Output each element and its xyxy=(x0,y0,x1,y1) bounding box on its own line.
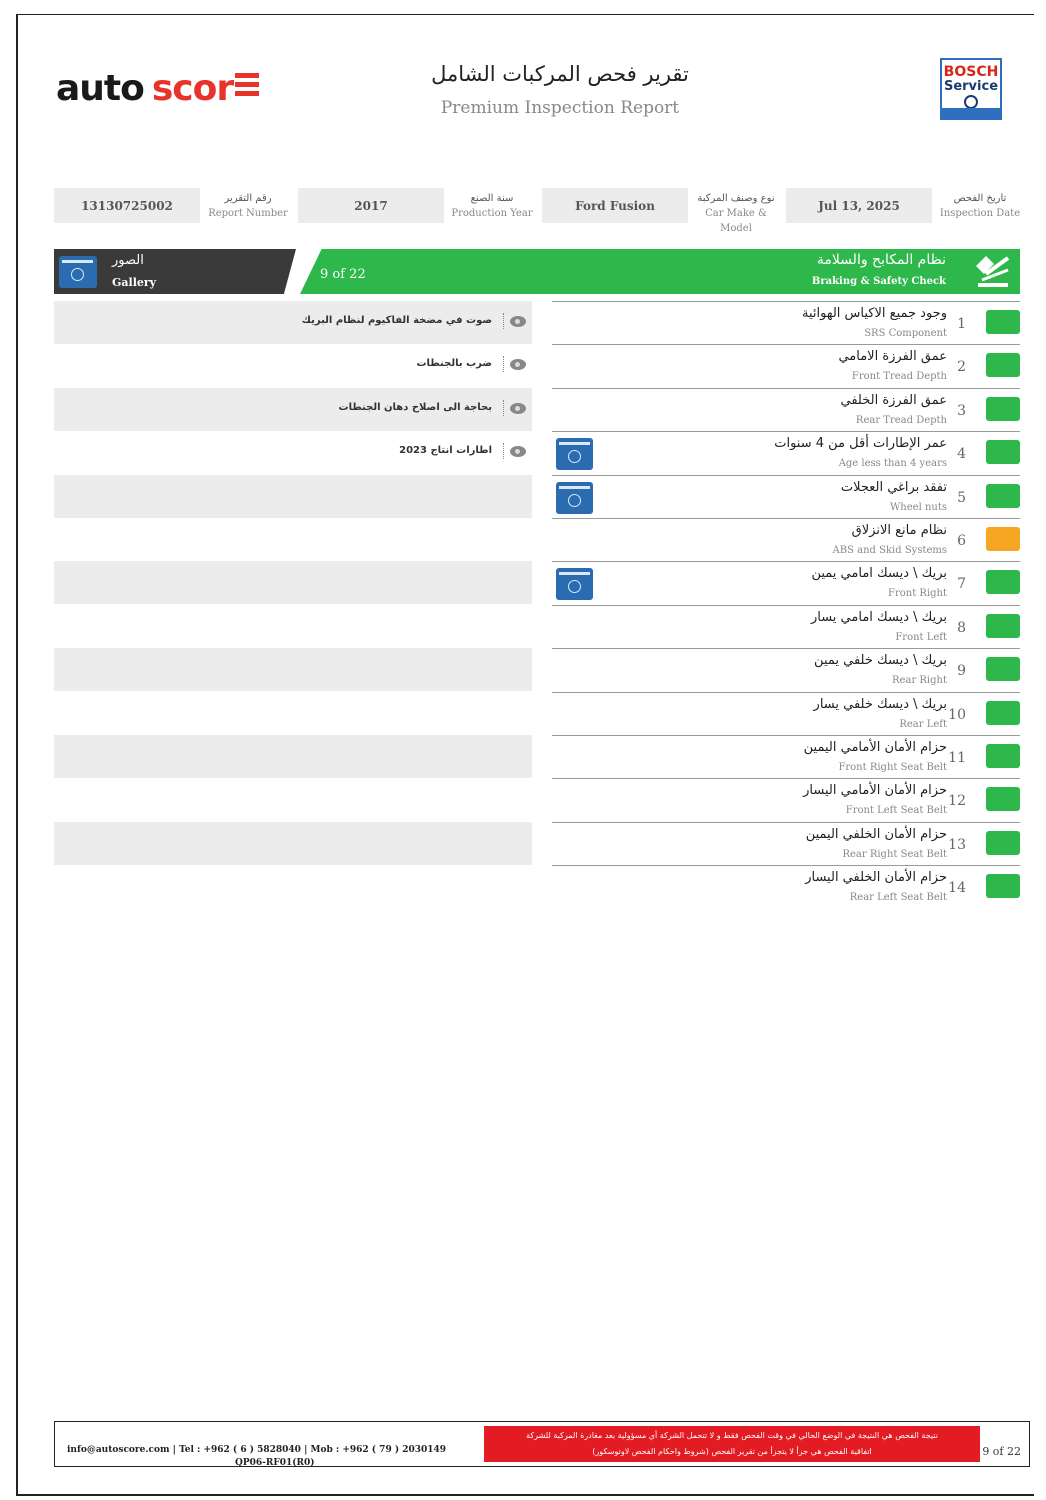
report-number-label: رقم التقرير Report Number xyxy=(208,193,288,219)
note-row xyxy=(54,778,532,821)
section-page-count: 9 of 22 xyxy=(320,267,366,282)
status-indicator xyxy=(986,831,1020,855)
car-model-value: Ford Fusion xyxy=(542,188,688,223)
check-label-en: Age less than 4 years xyxy=(838,458,947,470)
production-year-label: سنة الصنع Production Year xyxy=(451,193,533,219)
check-label-en: Front Right Seat Belt xyxy=(838,762,947,773)
check-number: 8 xyxy=(957,619,966,636)
note-row xyxy=(54,431,532,474)
check-label-ar: تفقد براغي العجلات xyxy=(840,479,947,495)
gallery-camera-icon[interactable] xyxy=(59,256,97,288)
logo-bars-icon xyxy=(235,73,259,100)
check-row xyxy=(552,822,1020,865)
status-indicator xyxy=(986,353,1020,377)
check-number: 2 xyxy=(957,359,966,376)
eye-icon[interactable] xyxy=(510,359,526,370)
eye-icon[interactable] xyxy=(510,403,526,414)
gallery-title-ar: الصور xyxy=(112,253,144,268)
status-indicator xyxy=(986,397,1020,421)
status-indicator xyxy=(986,527,1020,551)
status-indicator xyxy=(986,744,1020,768)
check-label-ar: نظام مانع الانزلاق xyxy=(851,523,947,538)
check-label-en: ABS and Skid Systems xyxy=(832,545,947,556)
check-number: 6 xyxy=(957,533,966,549)
note-row xyxy=(54,388,532,431)
check-label-ar: عمق الفرزة الخلفي xyxy=(840,392,947,408)
check-row xyxy=(552,605,1020,648)
logo-text-auto: auto xyxy=(56,68,144,109)
check-row xyxy=(552,648,1020,691)
section-title-ar: نظام المكابح والسلامة xyxy=(816,252,946,268)
check-label-en: Rear Right xyxy=(892,675,947,687)
check-row xyxy=(552,865,1020,908)
car-model-label: نوع وصنف المركبة Car Make & Model xyxy=(697,193,775,234)
check-number: 13 xyxy=(948,836,966,853)
check-number: 7 xyxy=(957,576,966,593)
check-label-ar: حزام الأمان الأمامي اليمين xyxy=(803,740,947,755)
footer-contact: info@autoscore.com | Tel : +962 ( 6 ) 5828040 | Mob : +962 ( 79 ) 2030149 xyxy=(67,1445,447,1455)
check-label-ar: بريك \ ديسك امامي يمين xyxy=(811,566,947,582)
note-row xyxy=(54,735,532,778)
check-label-en: Wheel nuts xyxy=(890,501,947,513)
footer-form-code: QP06-RF01(R0) xyxy=(235,1458,315,1468)
status-indicator xyxy=(986,701,1020,725)
check-number: 5 xyxy=(957,489,966,506)
check-label-en: Rear Left Seat Belt xyxy=(849,892,947,904)
report-title-ar: تقرير فحص المركبات الشامل xyxy=(431,62,689,86)
check-label-en: Rear Right Seat Belt xyxy=(842,848,947,860)
status-indicator xyxy=(986,310,1020,334)
status-indicator xyxy=(986,440,1020,464)
check-label-ar: حزام الأمان الخلفي اليمين xyxy=(805,826,947,842)
status-indicator xyxy=(986,614,1020,638)
bosch-emblem-icon xyxy=(964,95,978,109)
autoscore-logo xyxy=(56,68,259,110)
note-text: ضرب بالجنطات xyxy=(416,358,492,370)
check-row xyxy=(552,344,1020,387)
photo-camera-icon[interactable] xyxy=(556,568,593,600)
check-label-ar: وجود جميع الاكياس الهوائية xyxy=(802,306,947,321)
inspection-date-value: Jul 13, 2025 xyxy=(786,188,932,223)
check-number: 3 xyxy=(957,402,966,419)
note-row xyxy=(54,475,532,518)
status-indicator xyxy=(986,484,1020,508)
note-row xyxy=(54,344,532,387)
check-row xyxy=(552,735,1020,778)
note-row xyxy=(54,822,532,865)
check-label-ar: بريك \ ديسك خلفي يسار xyxy=(813,696,947,712)
check-row xyxy=(552,475,1020,518)
note-row xyxy=(54,692,532,735)
check-number: 10 xyxy=(948,706,966,723)
check-row xyxy=(552,388,1020,431)
footer-disclaimer: نتيجة الفحص هي النتيجة في الوضع الحالي في وقت الفحص فقط و لا تتحمل الشركة أي مسؤولية بعد مغادرة المركبة للشركة اتفاقية الفحص هي جزأ لا يتجزأ من تقرير الفحص (شروط واحكام الفحص لاوتوسكور) xyxy=(484,1426,980,1462)
check-label-en: Front Left xyxy=(895,631,947,643)
check-label-ar: عمق الفرزة الامامي xyxy=(838,349,947,365)
check-row xyxy=(552,692,1020,735)
check-label-ar: بريك \ ديسك خلفي يمين xyxy=(814,653,947,669)
note-row xyxy=(54,518,532,561)
check-number: 12 xyxy=(948,793,966,810)
check-label-en: Rear Tread Depth xyxy=(855,414,947,426)
section-title-en: Braking & Safety Check xyxy=(811,276,946,287)
note-row xyxy=(54,561,532,604)
check-number: 14 xyxy=(948,880,966,897)
brake-check-icon xyxy=(972,252,1012,290)
status-indicator xyxy=(986,874,1020,898)
check-number: 9 xyxy=(957,663,966,680)
photo-camera-icon[interactable] xyxy=(556,482,593,514)
photo-camera-icon[interactable] xyxy=(556,438,593,470)
status-indicator xyxy=(986,570,1020,594)
eye-icon[interactable] xyxy=(510,316,526,327)
status-indicator xyxy=(986,657,1020,681)
check-label-en: SRS Component xyxy=(864,328,947,339)
check-row xyxy=(552,518,1020,561)
check-label-ar: حزام الأمان الأمامي اليسار xyxy=(803,783,947,799)
check-number: 1 xyxy=(957,316,966,332)
gallery-title-en: Gallery xyxy=(112,276,157,289)
check-number: 11 xyxy=(948,750,966,766)
check-row xyxy=(552,561,1020,604)
note-text: بحاجة الى اصلاح دهان الجنطات xyxy=(338,401,492,413)
report-title-en: Premium Inspection Report xyxy=(440,98,680,118)
eye-icon[interactable] xyxy=(510,446,526,457)
check-label-en: Rear Left xyxy=(899,718,947,730)
note-row xyxy=(54,301,532,344)
logo-text-score: scor xyxy=(151,68,234,109)
note-row xyxy=(54,648,532,691)
check-label-ar: عمر الإطارات أقل من 4 سنوات xyxy=(774,436,947,452)
check-label-en: Front Right xyxy=(888,588,947,600)
check-row xyxy=(552,431,1020,474)
note-row xyxy=(54,605,532,648)
check-label-ar: بريك \ ديسك امامي يسار xyxy=(810,609,947,625)
status-indicator xyxy=(986,787,1020,811)
bosch-service-logo: BOSCH Service xyxy=(940,58,1002,120)
footer-page-number: 9 of 22 xyxy=(982,1445,1021,1458)
inspection-date-label: تاريخ الفحص Inspection Date xyxy=(939,193,1021,219)
check-label-en: Front Tread Depth xyxy=(851,371,947,383)
check-label-en: Front Left Seat Belt xyxy=(845,805,947,817)
production-year-value: 2017 xyxy=(298,188,444,223)
check-row xyxy=(552,778,1020,821)
note-text: صوت في مضخة الفاكيوم لنظام البريك xyxy=(301,315,492,326)
check-number: 4 xyxy=(957,446,966,463)
check-label-ar: حزام الأمان الخلفي اليسار xyxy=(805,870,947,886)
note-text: اطارات انتاج 2023 xyxy=(399,445,492,457)
check-row xyxy=(552,301,1020,344)
footer xyxy=(54,1421,1030,1467)
report-number-value: 13130725002 xyxy=(54,188,200,223)
